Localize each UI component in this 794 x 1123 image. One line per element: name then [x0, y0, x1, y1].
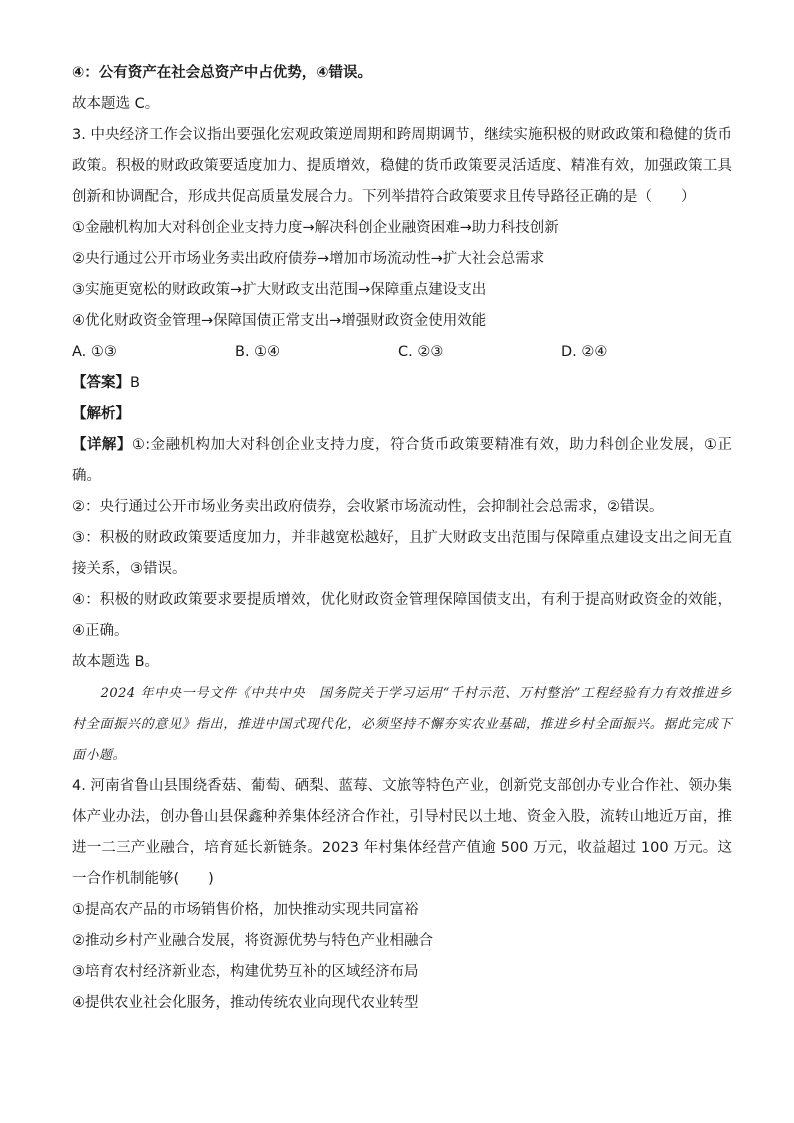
- q3-detail-3: ③：积极的财政政策要适度加力，并非越宽松越好，且扩大财政支出范围与保障重点建设支出之间无直接关系，③错误。: [72, 530, 732, 577]
- q3-item-2: ②央行通过公开市场业务卖出政府债券→增加市场流动性→扩大社会总需求: [72, 251, 545, 267]
- q3-option-c: C. ②③: [398, 344, 444, 360]
- q2-conclusion: 故本题选 C。: [72, 96, 160, 112]
- q3-option-b: B. ①④: [235, 344, 281, 360]
- answer-label: 【答案】: [72, 375, 130, 391]
- document-page: [72, 58, 732, 1019]
- q3-option-d: D. ②④: [561, 344, 608, 360]
- analysis-label: 【解析】: [72, 406, 130, 422]
- q3-detail-4: ④：积极的财政政策要求要提质增效，优化财政资金管理保障国债支出，有利于提高财政资金的效能，④正确。: [72, 592, 732, 639]
- q2-item-4: ④：公有资产在社会总资产中占优势，④错误。: [72, 65, 373, 81]
- q3-analysis: [72, 399, 732, 430]
- detail-1-text: ①:金融机构加大对科创企业支持力度，符合货币政策要精准有效，助力科创企业发展，①正确。: [72, 437, 732, 484]
- q3-item-3: ③实施更宽松的财政政策→扩大财政支出范围→保障重点建设支出: [72, 282, 487, 298]
- q3-option-a: A. ①③: [72, 344, 117, 360]
- q4-item-3: ③培育农村经济新业态，构建优势互补的区域经济布局: [72, 964, 419, 980]
- q3-item-4: ④优化财政资金管理→保障国债正常支出→增强财政资金使用效能: [72, 313, 487, 329]
- q3-options: [72, 337, 732, 368]
- q3-stem: 3. 中央经济工作会议指出要强化宏观政策逆周期和跨周期调节，继续实施积极的财政政策和稳健的货币政策。积极的财政政策要适度加力、提质增效，稳健的货币政策要灵活适度、精准有效，加强政策工具创新和协调配合，形成共促高质量发展合力。下列举措符合政策要求且传导路径正确的是（ ）: [72, 127, 732, 205]
- q4-item-4: ④提供农业社会化服务，推动传统农业向现代农业转型: [72, 995, 419, 1011]
- q4-item-2: ②推动乡村产业融合发展，将资源优势与特色产业相融合: [72, 933, 433, 949]
- material-passage: 2024 年中央一号文件《中共中央 国务院关于学习运用“千村示范、万村整治”工程经验有力有效推进乡村全面振兴的意见》指出，推进中国式现代化，必须坚持不懈夯实农业基础，推进乡村全面振兴。据此完成下面小题。: [72, 686, 732, 763]
- detail-label: 【详解】: [72, 437, 132, 453]
- q4-item-1: ①提高农产品的市场销售价格，加快推动实现共同富裕: [72, 902, 419, 918]
- q4-stem: 4. 河南省鲁山县围绕香菇、葡萄、硒梨、蓝莓、文旅等特色产业，创新党支部创办专业合作社、领办集体产业办法，创办鲁山县保鑫种养集体经济合作社，引导村民以土地、资金入股，流转山地近万亩，推进一二三产业融合，培育延长新链条。2023 年村集体经营产值逾 500 万元，收益超过 100 万元。这一合作机制能够( ): [72, 778, 732, 887]
- q3-answer: [72, 368, 732, 399]
- q3-conclusion: 故本题选 B。: [72, 654, 160, 670]
- answer-value: B: [130, 375, 140, 391]
- q3-item-1: ①金融机构加大对科创企业支持力度→解决科创企业融资困难→助力科技创新: [72, 220, 559, 236]
- q3-detail-2: ②：央行通过公开市场业务卖出政府债券，会收紧市场流动性，会抑制社会总需求，②错误。: [72, 499, 664, 515]
- q3-detail-1: [72, 430, 732, 492]
